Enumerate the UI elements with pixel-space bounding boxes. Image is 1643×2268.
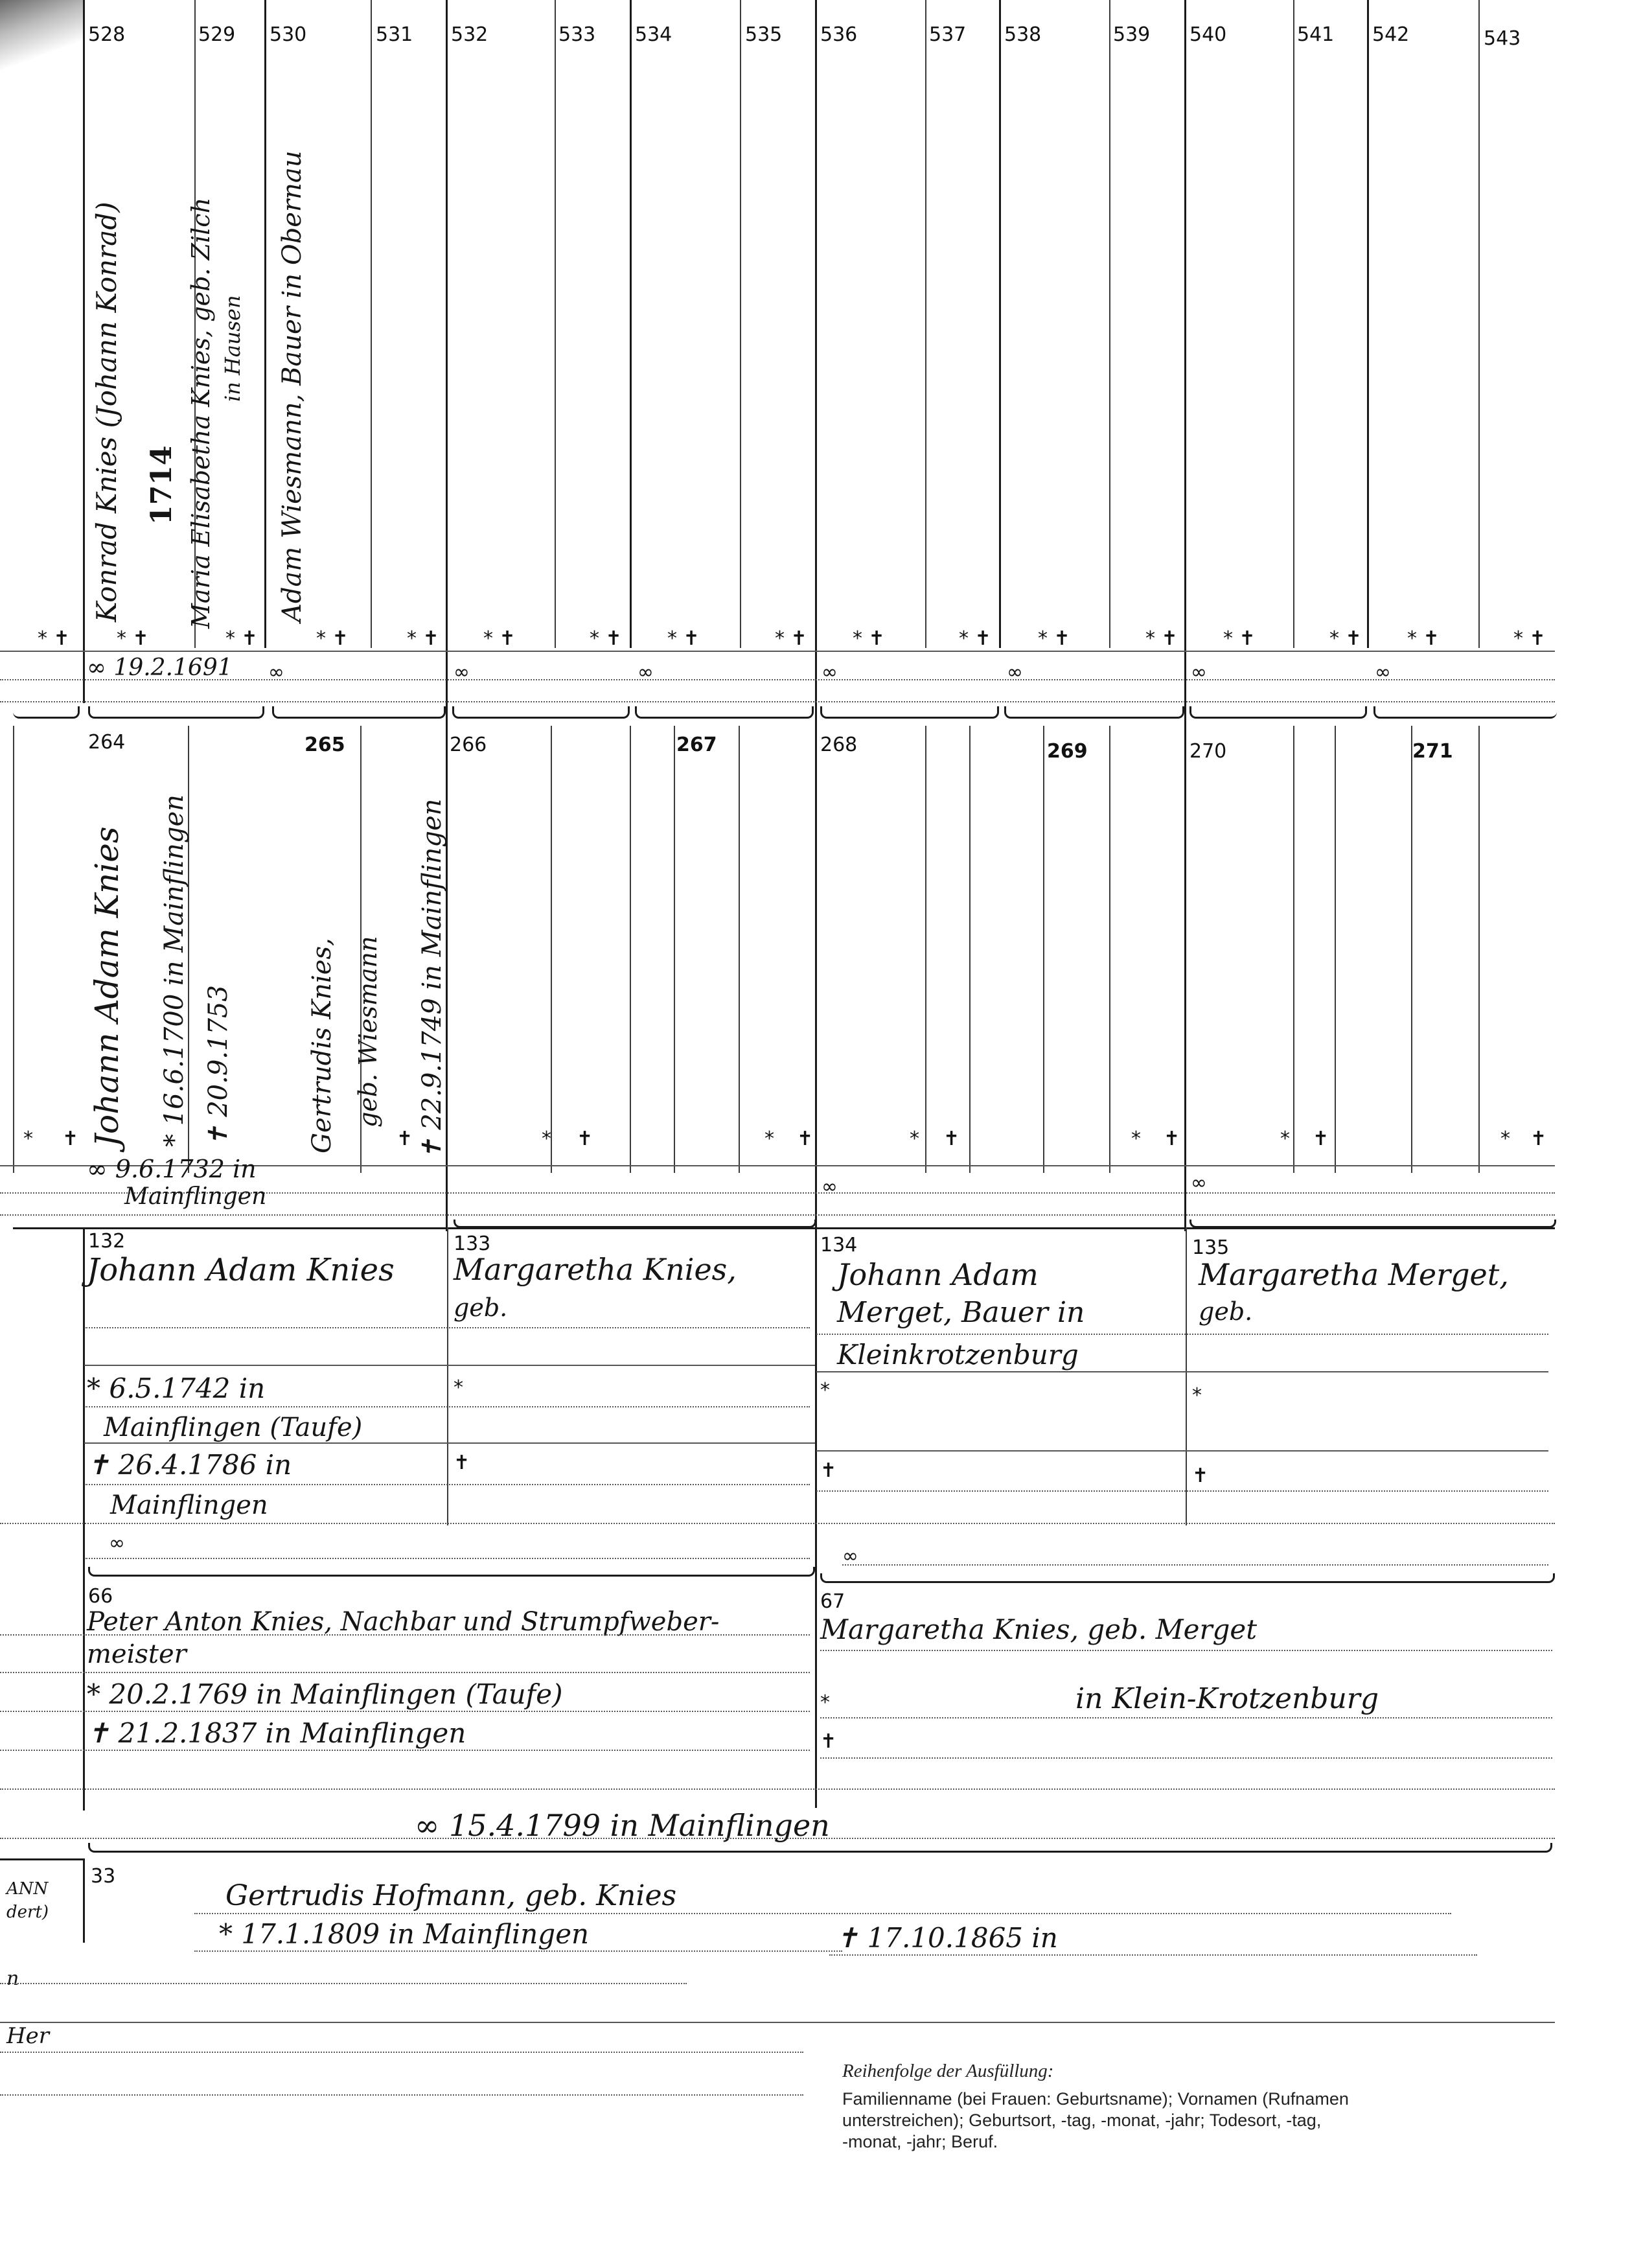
person-530-name: Adam Wiesmann, Bauer in Obernau: [277, 150, 307, 622]
person-number-543: 543: [1484, 27, 1521, 50]
person-number-67: 67: [820, 1590, 845, 1613]
person-529-place: in Hausen: [220, 295, 245, 402]
birth-symbol-268: *: [910, 1128, 919, 1150]
person-number-539: 539: [1113, 23, 1151, 46]
birth-death-symbol-536: * ✝: [853, 627, 885, 650]
person-number-266: 266: [450, 734, 487, 756]
marriage-symbol-532: ∞: [454, 661, 470, 684]
marriage-symbol-270: ∞: [1191, 1172, 1207, 1194]
person-67-birth: *: [820, 1691, 830, 1714]
marriage-134-135: ∞: [842, 1545, 858, 1568]
person-number-533: 533: [558, 23, 596, 46]
brace: [1004, 706, 1184, 719]
person-529-name: Maria Elisabetha Knies, geb. Zilch: [187, 197, 215, 629]
marriage-symbol-534: ∞: [638, 661, 654, 684]
marriage-symbol-540: ∞: [1191, 661, 1207, 684]
birth-death-symbol-531: * ✝: [407, 627, 439, 650]
person-134-name2: Merget, Bauer in: [837, 1296, 1085, 1329]
person-number-529: 529: [198, 23, 236, 46]
person-66-death: ✝ 21.2.1837 in Mainflingen: [87, 1717, 466, 1749]
person-number-532: 532: [451, 23, 488, 46]
death-symbol-265: ✝: [396, 1128, 413, 1150]
person-number-267: 267: [676, 734, 717, 756]
person-132-birth: * 6.5.1742 in: [87, 1372, 266, 1404]
death-symbol-269: ✝: [1164, 1128, 1180, 1150]
person-number-134: 134: [820, 1234, 858, 1256]
person-265-birthname: geb. Wiesmann: [354, 936, 382, 1128]
person-135-death: ✝: [1192, 1464, 1209, 1487]
person-66-birth: * 20.2.1769 in Mainflingen (Taufe): [87, 1678, 563, 1710]
person-number-265: 265: [304, 734, 345, 756]
brace: [88, 1843, 1552, 1853]
person-134-death: ✝: [820, 1459, 837, 1482]
birth-death-symbol-534: * ✝: [667, 627, 700, 650]
death-symbol: ✝: [62, 1128, 79, 1150]
death-symbol-271: ✝: [1530, 1128, 1547, 1150]
person-66-name: Peter Anton Knies, Nachbar und Strumpfweber-: [87, 1607, 720, 1637]
person-33-death: ✝ 17.10.1865 in: [836, 1922, 1058, 1954]
person-134-name: Johann Adam: [837, 1257, 1039, 1292]
birth-symbol-269: *: [1131, 1128, 1141, 1150]
instructions-line-1: Familienname (bei Frauen: Geburtsname); Vornamen (Rufnamen: [842, 2089, 1349, 2109]
person-135-name: Margaretha Merget,: [1199, 1257, 1509, 1292]
person-number-538: 538: [1004, 23, 1042, 46]
person-number-534: 534: [635, 23, 672, 46]
person-133-name: Margaretha Knies,: [454, 1252, 737, 1287]
scan-shadow: [0, 0, 84, 71]
marriage-symbol-536: ∞: [822, 661, 838, 684]
person-528-name: Konrad Knies (Johann Konrad): [91, 202, 122, 622]
brace: [1189, 706, 1367, 719]
person-132-name: Johann Adam Knies: [87, 1252, 395, 1288]
person-135-birthname: geb.: [1199, 1297, 1253, 1326]
person-number-530: 530: [270, 23, 307, 46]
person-264-name: Johann Adam Knies: [88, 826, 126, 1147]
fill-instructions: [842, 2061, 1555, 2153]
instructions-line-2: unterstreichen); Geburtsort, -tag, -monat, -jahr; Todesort, -tag,: [842, 2111, 1322, 2130]
person-67-name: Margaretha Knies, geb. Merget: [820, 1614, 1258, 1645]
person-number-264: 264: [88, 731, 126, 754]
birth-symbol-270: *: [1280, 1128, 1290, 1150]
person-133-birth: *: [454, 1376, 463, 1399]
person-67-death: ✝: [820, 1730, 837, 1753]
person-number-540: 540: [1189, 23, 1227, 46]
birth-death-symbol-530: * ✝: [316, 627, 349, 650]
brace: [1373, 706, 1557, 719]
person-number-537: 537: [929, 23, 967, 46]
person-132-death-place: Mainflingen: [110, 1490, 268, 1520]
person-265-death: ✝ 22.9.1749 in Mainflingen: [417, 798, 447, 1160]
person-132-death: ✝ 26.4.1786 in: [87, 1449, 292, 1481]
death-symbol-267: ✝: [797, 1128, 814, 1150]
person-264-death: ✝ 20.9.1753: [203, 985, 233, 1147]
birth-death-symbol-543: * ✝: [1513, 627, 1546, 650]
death-symbol-268: ✝: [943, 1128, 960, 1150]
left-margin-text-4: Her: [6, 2023, 50, 2049]
person-135-birth: *: [1192, 1384, 1202, 1407]
person-number-66: 66: [88, 1585, 113, 1608]
person-66-name2: meister: [87, 1639, 187, 1669]
birth-death-symbol-532: * ✝: [483, 627, 516, 650]
person-number-135: 135: [1192, 1236, 1230, 1259]
birth-symbol: *: [23, 1128, 33, 1150]
marriage-132-133: ∞: [109, 1532, 125, 1555]
birth-death-symbol-537: * ✝: [959, 627, 991, 650]
brace: [13, 706, 80, 719]
person-265-name: Gertrudis Knies,: [307, 938, 337, 1153]
birth-symbol-267: *: [764, 1128, 774, 1150]
birth-symbol-271: *: [1500, 1128, 1510, 1150]
marriage-264-265: ∞ 9.6.1732 in: [87, 1155, 257, 1183]
brace: [820, 706, 999, 719]
brace: [454, 1220, 816, 1228]
person-33-birth: * 17.1.1809 in Mainflingen: [219, 1918, 590, 1950]
person-134-place: Kleinkrotzenburg: [837, 1339, 1079, 1371]
person-132-birth-place: Mainflingen (Taufe): [104, 1413, 363, 1442]
person-134-birth: *: [820, 1379, 830, 1402]
person-number-535: 535: [745, 23, 783, 46]
person-number-133: 133: [454, 1232, 491, 1255]
birth-death-symbol-535: * ✝: [775, 627, 807, 650]
birth-death-symbol-529: * ✝: [225, 627, 258, 650]
death-symbol-270: ✝: [1313, 1128, 1329, 1150]
birth-death-symbol-left: * ✝: [38, 627, 70, 650]
birth-death-symbol-542: * ✝: [1407, 627, 1440, 650]
person-number-541: 541: [1297, 23, 1335, 46]
birth-death-symbol-540: * ✝: [1223, 627, 1256, 650]
person-number-271: 271: [1412, 740, 1453, 763]
birth-death-symbol-528: * ✝: [117, 627, 149, 650]
brace: [88, 1567, 815, 1577]
marriage-symbol-538: ∞: [1007, 661, 1023, 684]
left-margin-text-3: n: [6, 1967, 19, 1990]
person-264-birth: * 16.6.1700 in Mainflingen: [159, 794, 189, 1147]
person-number-270: 270: [1189, 740, 1227, 763]
person-528-year: 1714: [145, 445, 178, 525]
left-margin-text-1: ANN: [6, 1879, 49, 1899]
brace: [272, 706, 446, 719]
person-number-132: 132: [88, 1230, 126, 1253]
marriage-66-67: ∞ 15.4.1799 in Mainflingen: [415, 1808, 830, 1843]
death-symbol-266: ✝: [577, 1128, 593, 1150]
person-number-269: 269: [1047, 740, 1088, 763]
person-33-name: Gertrudis Hofmann, geb. Knies: [225, 1879, 677, 1912]
birth-death-symbol-539: * ✝: [1145, 627, 1178, 650]
person-number-33: 33: [91, 1865, 116, 1888]
person-number-531: 531: [376, 23, 413, 46]
person-number-536: 536: [820, 23, 858, 46]
brace: [1189, 1220, 1556, 1228]
instructions-line-3: -monat, -jahr; Beruf.: [842, 2132, 998, 2151]
person-133-death: ✝: [454, 1452, 470, 1474]
marriage-264-place: Mainflingen: [124, 1183, 267, 1210]
marriage-symbol-542: ∞: [1375, 661, 1391, 684]
person-133-birthname: geb.: [454, 1293, 508, 1322]
birth-death-symbol-538: * ✝: [1038, 627, 1070, 650]
person-number-268: 268: [820, 734, 858, 756]
brace: [88, 706, 264, 719]
person-number-528: 528: [88, 23, 126, 46]
marriage-symbol-530: ∞: [268, 661, 284, 684]
brace: [452, 706, 630, 719]
instructions-title: Reihenfolge der Ausfüllung:: [842, 2061, 1054, 2081]
marriage-symbol-268: ∞: [822, 1175, 838, 1198]
marriage-528-529: ∞ 19.2.1691: [87, 654, 233, 681]
birth-death-symbol-541: * ✝: [1329, 627, 1362, 650]
birth-symbol-266: *: [542, 1128, 551, 1150]
person-number-542: 542: [1372, 23, 1410, 46]
person-67-birth-place: in Klein-Krotzenburg: [1075, 1682, 1379, 1715]
brace: [635, 706, 814, 719]
brace: [820, 1573, 1555, 1583]
birth-death-symbol-533: * ✝: [590, 627, 622, 650]
left-margin-text-2: dert): [6, 1903, 49, 1922]
